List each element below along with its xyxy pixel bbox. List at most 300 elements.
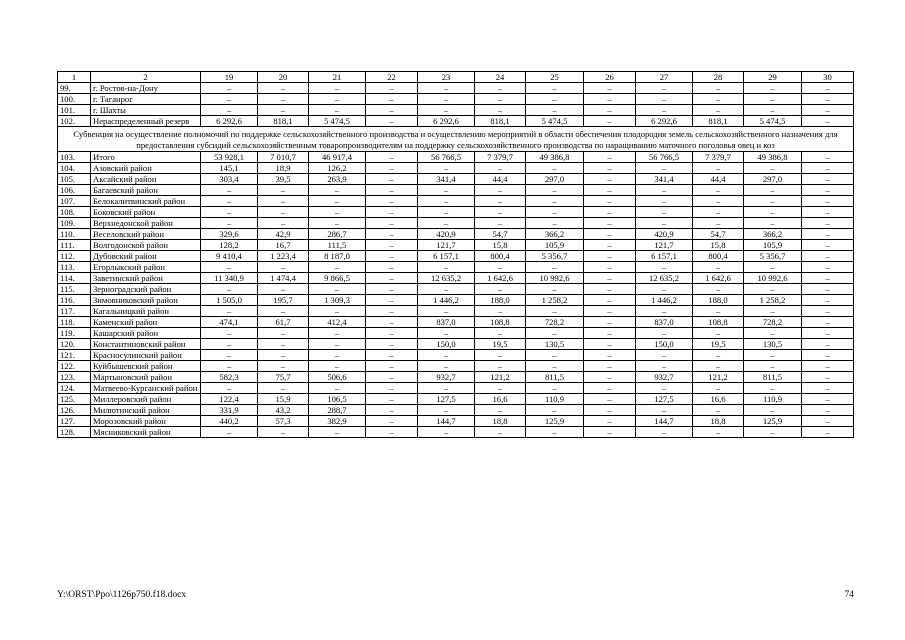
row-value-cell: –: [693, 350, 744, 361]
row-value-cell: 1 474,4: [258, 273, 309, 284]
row-value-cell: 811,5: [526, 372, 584, 383]
row-value-cell: –: [802, 273, 854, 284]
row-district-name: Мартыновский район: [91, 372, 201, 383]
table-row: [58, 372, 854, 383]
row-value-cell: 49 386,8: [744, 152, 802, 163]
row-value-cell: –: [366, 339, 418, 350]
row-value-cell: –: [584, 251, 636, 262]
row-value-cell: –: [309, 328, 366, 339]
row-value-cell: –: [584, 306, 636, 317]
row-value-cell: 125,9: [526, 416, 584, 427]
row-value-cell: –: [418, 196, 475, 207]
row-value-cell: –: [526, 284, 584, 295]
row-district-name: Кагальницкий район: [91, 306, 201, 317]
row-value-cell: –: [201, 207, 258, 218]
row-value-cell: –: [366, 94, 418, 105]
row-number: 110.: [58, 229, 91, 240]
row-value-cell: 144,7: [418, 416, 475, 427]
row-value-cell: 1 309,3: [309, 295, 366, 306]
row-value-cell: –: [366, 328, 418, 339]
row-value-cell: –: [693, 328, 744, 339]
row-value-cell: 16,6: [693, 394, 744, 405]
row-district-name: г. Ростов-на-Дону: [91, 83, 201, 94]
column-header: 23: [418, 72, 475, 83]
row-value-cell: –: [802, 262, 854, 273]
row-value-cell: –: [201, 427, 258, 438]
row-value-cell: –: [475, 207, 526, 218]
row-value-cell: 150,0: [636, 339, 693, 350]
column-header: 25: [526, 72, 584, 83]
row-value-cell: –: [693, 427, 744, 438]
table-row: [58, 218, 854, 229]
row-number: 119.: [58, 328, 91, 339]
row-value-cell: –: [802, 361, 854, 372]
row-value-cell: 56 766,5: [636, 152, 693, 163]
row-value-cell: –: [802, 372, 854, 383]
table-row: [58, 328, 854, 339]
row-value-cell: –: [418, 163, 475, 174]
row-value-cell: 366,2: [744, 229, 802, 240]
table-row: [58, 295, 854, 306]
table-row: [58, 350, 854, 361]
row-value-cell: 1 446,2: [418, 295, 475, 306]
row-value-cell: 122,4: [201, 394, 258, 405]
row-value-cell: 75,7: [258, 372, 309, 383]
row-value-cell: –: [258, 196, 309, 207]
row-value-cell: –: [201, 383, 258, 394]
row-value-cell: –: [418, 83, 475, 94]
row-value-cell: –: [366, 427, 418, 438]
row-value-cell: 57,3: [258, 416, 309, 427]
row-value-cell: –: [366, 105, 418, 116]
row-number: 114.: [58, 273, 91, 284]
row-value-cell: 16,6: [475, 394, 526, 405]
row-value-cell: 61,7: [258, 317, 309, 328]
row-value-cell: –: [475, 163, 526, 174]
row-value-cell: –: [636, 196, 693, 207]
row-value-cell: –: [366, 284, 418, 295]
row-value-cell: –: [802, 218, 854, 229]
row-value-cell: 263,9: [309, 174, 366, 185]
row-value-cell: –: [201, 218, 258, 229]
row-value-cell: 800,4: [693, 251, 744, 262]
row-value-cell: –: [309, 262, 366, 273]
row-value-cell: –: [475, 328, 526, 339]
row-value-cell: –: [693, 262, 744, 273]
row-value-cell: –: [201, 361, 258, 372]
row-value-cell: –: [366, 163, 418, 174]
row-value-cell: 366,2: [526, 229, 584, 240]
table-row: [58, 83, 854, 94]
row-value-cell: –: [693, 105, 744, 116]
row-value-cell: –: [309, 427, 366, 438]
table-row: [58, 185, 854, 196]
row-number: 117.: [58, 306, 91, 317]
row-value-cell: –: [584, 328, 636, 339]
row-value-cell: –: [744, 361, 802, 372]
row-value-cell: –: [366, 317, 418, 328]
row-value-cell: 341,4: [636, 174, 693, 185]
row-value-cell: –: [802, 240, 854, 251]
row-value-cell: –: [636, 218, 693, 229]
row-value-cell: 108,8: [693, 317, 744, 328]
row-value-cell: 111,5: [309, 240, 366, 251]
row-value-cell: –: [418, 185, 475, 196]
row-value-cell: –: [309, 83, 366, 94]
row-value-cell: 582,3: [201, 372, 258, 383]
row-value-cell: –: [201, 185, 258, 196]
row-value-cell: –: [201, 339, 258, 350]
row-value-cell: –: [802, 295, 854, 306]
row-value-cell: –: [309, 218, 366, 229]
row-value-cell: 420,9: [636, 229, 693, 240]
row-value-cell: –: [744, 163, 802, 174]
row-value-cell: –: [475, 196, 526, 207]
row-district-name: Матвеево-Курганский район: [91, 383, 201, 394]
row-district-name: Егорлыкский район: [91, 262, 201, 273]
row-value-cell: –: [526, 405, 584, 416]
row-value-cell: –: [636, 185, 693, 196]
row-value-cell: 108,8: [475, 317, 526, 328]
row-value-cell: –: [201, 196, 258, 207]
row-value-cell: 42,9: [258, 229, 309, 240]
row-value-cell: –: [693, 361, 744, 372]
row-value-cell: –: [744, 427, 802, 438]
column-header: 1: [58, 72, 91, 83]
table-row: [58, 416, 854, 427]
row-value-cell: –: [258, 207, 309, 218]
row-district-name: Мясниковский район: [91, 427, 201, 438]
row-value-cell: –: [526, 94, 584, 105]
row-value-cell: –: [802, 152, 854, 163]
row-value-cell: 16,7: [258, 240, 309, 251]
row-value-cell: –: [802, 105, 854, 116]
row-value-cell: –: [802, 207, 854, 218]
row-value-cell: –: [802, 196, 854, 207]
row-value-cell: –: [201, 328, 258, 339]
row-value-cell: 54,7: [475, 229, 526, 240]
row-district-name: Кашарский район: [91, 328, 201, 339]
row-value-cell: –: [584, 229, 636, 240]
row-value-cell: –: [693, 207, 744, 218]
row-value-cell: 329,6: [201, 229, 258, 240]
row-value-cell: –: [201, 262, 258, 273]
row-number: 107.: [58, 196, 91, 207]
row-number: 101.: [58, 105, 91, 116]
row-value-cell: –: [258, 328, 309, 339]
row-value-cell: –: [258, 94, 309, 105]
row-number: 113.: [58, 262, 91, 273]
table-row: [58, 207, 854, 218]
row-value-cell: –: [744, 328, 802, 339]
row-value-cell: –: [526, 83, 584, 94]
table-row: [58, 94, 854, 105]
row-value-cell: –: [693, 218, 744, 229]
row-district-name: г. Таганрог: [91, 94, 201, 105]
row-district-name: г. Шахты: [91, 105, 201, 116]
row-value-cell: –: [636, 262, 693, 273]
row-value-cell: 53 928,1: [201, 152, 258, 163]
row-value-cell: –: [802, 405, 854, 416]
row-value-cell: 9 866,5: [309, 273, 366, 284]
row-value-cell: –: [744, 185, 802, 196]
row-value-cell: 12 635,2: [418, 273, 475, 284]
row-value-cell: –: [584, 405, 636, 416]
row-number: 112.: [58, 251, 91, 262]
table-row: [58, 163, 854, 174]
row-value-cell: 54,7: [693, 229, 744, 240]
row-value-cell: 6 157,1: [418, 251, 475, 262]
row-district-name: Заветинский район: [91, 273, 201, 284]
row-value-cell: –: [418, 262, 475, 273]
row-value-cell: 6 292,6: [418, 116, 475, 127]
row-value-cell: –: [802, 174, 854, 185]
row-value-cell: –: [584, 416, 636, 427]
row-value-cell: –: [584, 339, 636, 350]
row-value-cell: –: [802, 383, 854, 394]
table-row: [58, 317, 854, 328]
row-value-cell: –: [802, 163, 854, 174]
row-value-cell: 19,5: [475, 339, 526, 350]
row-number: 104.: [58, 163, 91, 174]
row-value-cell: 818,1: [258, 116, 309, 127]
row-number: 106.: [58, 185, 91, 196]
row-value-cell: –: [584, 105, 636, 116]
row-number: 120.: [58, 339, 91, 350]
row-value-cell: 811,5: [744, 372, 802, 383]
row-value-cell: –: [475, 383, 526, 394]
row-value-cell: –: [418, 284, 475, 295]
row-value-cell: 440,2: [201, 416, 258, 427]
row-value-cell: –: [366, 83, 418, 94]
row-value-cell: –: [584, 196, 636, 207]
row-value-cell: –: [258, 83, 309, 94]
row-value-cell: –: [802, 284, 854, 295]
column-header: 22: [366, 72, 418, 83]
row-district-name: Азовский район: [91, 163, 201, 174]
row-value-cell: 7 379,7: [475, 152, 526, 163]
row-value-cell: –: [744, 94, 802, 105]
table-row: [58, 196, 854, 207]
row-value-cell: –: [584, 350, 636, 361]
row-value-cell: 125,9: [744, 416, 802, 427]
row-value-cell: 106,5: [309, 394, 366, 405]
row-value-cell: 6 292,6: [636, 116, 693, 127]
row-district-name: Куйбышевский район: [91, 361, 201, 372]
row-number: 128.: [58, 427, 91, 438]
column-header: 26: [584, 72, 636, 83]
row-value-cell: 818,1: [475, 116, 526, 127]
row-number: 111.: [58, 240, 91, 251]
table-row: [58, 273, 854, 284]
row-value-cell: –: [802, 317, 854, 328]
row-district-name: Веселовский район: [91, 229, 201, 240]
row-value-cell: –: [584, 372, 636, 383]
row-value-cell: 1 642,6: [693, 273, 744, 284]
row-district-name: Каменский район: [91, 317, 201, 328]
row-value-cell: 11 340,9: [201, 273, 258, 284]
row-value-cell: –: [258, 383, 309, 394]
row-value-cell: 286,7: [309, 229, 366, 240]
row-value-cell: 331,9: [201, 405, 258, 416]
row-value-cell: 121,7: [418, 240, 475, 251]
row-value-cell: –: [309, 383, 366, 394]
row-value-cell: 5 356,7: [526, 251, 584, 262]
row-value-cell: –: [475, 218, 526, 229]
row-value-cell: 15,8: [475, 240, 526, 251]
row-district-name: Волгодонской район: [91, 240, 201, 251]
row-value-cell: 382,9: [309, 416, 366, 427]
row-value-cell: 39,5: [258, 174, 309, 185]
row-value-cell: –: [584, 295, 636, 306]
row-value-cell: –: [802, 339, 854, 350]
row-value-cell: 12 635,2: [636, 273, 693, 284]
row-value-cell: 145,1: [201, 163, 258, 174]
row-number: 105.: [58, 174, 91, 185]
row-value-cell: –: [526, 185, 584, 196]
row-value-cell: –: [584, 207, 636, 218]
row-district-name: Белокалитвинский район: [91, 196, 201, 207]
row-number: 118.: [58, 317, 91, 328]
row-value-cell: –: [744, 405, 802, 416]
row-value-cell: 130,5: [744, 339, 802, 350]
row-value-cell: 128,2: [201, 240, 258, 251]
row-value-cell: –: [693, 163, 744, 174]
row-number: 102.: [58, 116, 91, 127]
row-value-cell: –: [744, 350, 802, 361]
row-value-cell: 420,9: [418, 229, 475, 240]
row-value-cell: –: [366, 273, 418, 284]
row-value-cell: –: [258, 306, 309, 317]
row-value-cell: –: [366, 116, 418, 127]
table-row: [58, 405, 854, 416]
row-value-cell: –: [418, 328, 475, 339]
section-title: Субвенция на осуществление полномочий по поддержке сельскохозяйственного производства и осуществлению мероприятий в области обеспечения плодородия земель сельскохозяйственного назначения для предоставления субсидий сельскохозяйственным товаропроизводителям на поддержку сельскохозяйственного производства по наращиванию маточного поголовья овец и коз: [58, 127, 854, 152]
row-district-name: Боковский район: [91, 207, 201, 218]
row-value-cell: –: [526, 105, 584, 116]
row-value-cell: –: [584, 240, 636, 251]
table-row: [58, 105, 854, 116]
row-value-cell: –: [636, 94, 693, 105]
table-row: [58, 394, 854, 405]
row-value-cell: –: [584, 262, 636, 273]
row-value-cell: –: [475, 83, 526, 94]
row-value-cell: 46 917,4: [309, 152, 366, 163]
row-value-cell: –: [418, 405, 475, 416]
row-value-cell: –: [201, 83, 258, 94]
row-value-cell: –: [201, 350, 258, 361]
row-value-cell: –: [366, 152, 418, 163]
row-value-cell: –: [366, 372, 418, 383]
row-value-cell: 7 010,7: [258, 152, 309, 163]
row-value-cell: –: [526, 196, 584, 207]
row-value-cell: 188,0: [475, 295, 526, 306]
row-value-cell: 297,0: [526, 174, 584, 185]
row-value-cell: –: [366, 196, 418, 207]
row-value-cell: –: [366, 405, 418, 416]
row-value-cell: 1 642,6: [475, 273, 526, 284]
row-value-cell: 932,7: [418, 372, 475, 383]
row-value-cell: –: [636, 306, 693, 317]
row-value-cell: –: [418, 306, 475, 317]
row-value-cell: –: [309, 361, 366, 372]
row-value-cell: –: [802, 83, 854, 94]
row-value-cell: –: [526, 163, 584, 174]
row-value-cell: –: [636, 163, 693, 174]
row-district-name: Багаевский район: [91, 185, 201, 196]
table-row: [58, 284, 854, 295]
row-value-cell: –: [584, 94, 636, 105]
column-header: 27: [636, 72, 693, 83]
row-value-cell: 288,7: [309, 405, 366, 416]
row-value-cell: –: [475, 361, 526, 372]
row-value-cell: –: [475, 405, 526, 416]
row-value-cell: –: [475, 105, 526, 116]
row-value-cell: 837,0: [636, 317, 693, 328]
row-value-cell: –: [418, 105, 475, 116]
row-value-cell: –: [802, 394, 854, 405]
row-value-cell: –: [418, 218, 475, 229]
row-value-cell: –: [744, 262, 802, 273]
row-value-cell: –: [475, 306, 526, 317]
row-value-cell: –: [584, 116, 636, 127]
row-value-cell: –: [636, 361, 693, 372]
row-value-cell: –: [526, 262, 584, 273]
row-value-cell: –: [366, 350, 418, 361]
row-value-cell: –: [584, 185, 636, 196]
row-district-name: Морозовский район: [91, 416, 201, 427]
row-value-cell: 121,7: [636, 240, 693, 251]
row-value-cell: –: [309, 105, 366, 116]
row-value-cell: –: [475, 284, 526, 295]
row-value-cell: 130,5: [526, 339, 584, 350]
row-value-cell: –: [475, 94, 526, 105]
table-row: [58, 361, 854, 372]
row-district-name: Милютинский район: [91, 405, 201, 416]
row-value-cell: –: [418, 350, 475, 361]
budget-table: [57, 71, 854, 438]
row-value-cell: –: [526, 218, 584, 229]
column-header: 28: [693, 72, 744, 83]
row-value-cell: –: [693, 284, 744, 295]
row-value-cell: 15,9: [258, 394, 309, 405]
row-value-cell: –: [258, 339, 309, 350]
column-header: 20: [258, 72, 309, 83]
row-value-cell: –: [744, 383, 802, 394]
row-value-cell: 341,4: [418, 174, 475, 185]
row-number: 123.: [58, 372, 91, 383]
row-value-cell: –: [418, 207, 475, 218]
row-district-name: Константиновский район: [91, 339, 201, 350]
row-value-cell: 121,2: [475, 372, 526, 383]
row-value-cell: –: [693, 185, 744, 196]
row-value-cell: 19,5: [693, 339, 744, 350]
row-value-cell: –: [584, 383, 636, 394]
column-header: 29: [744, 72, 802, 83]
row-value-cell: 5 474,5: [526, 116, 584, 127]
row-value-cell: –: [366, 185, 418, 196]
row-value-cell: 1 258,2: [744, 295, 802, 306]
row-value-cell: 297,0: [744, 174, 802, 185]
row-value-cell: 303,4: [201, 174, 258, 185]
row-value-cell: –: [258, 105, 309, 116]
row-value-cell: –: [636, 105, 693, 116]
row-value-cell: –: [309, 196, 366, 207]
row-district-name: Зерноградский район: [91, 284, 201, 295]
row-value-cell: 728,2: [526, 317, 584, 328]
row-value-cell: –: [802, 116, 854, 127]
row-value-cell: –: [636, 350, 693, 361]
